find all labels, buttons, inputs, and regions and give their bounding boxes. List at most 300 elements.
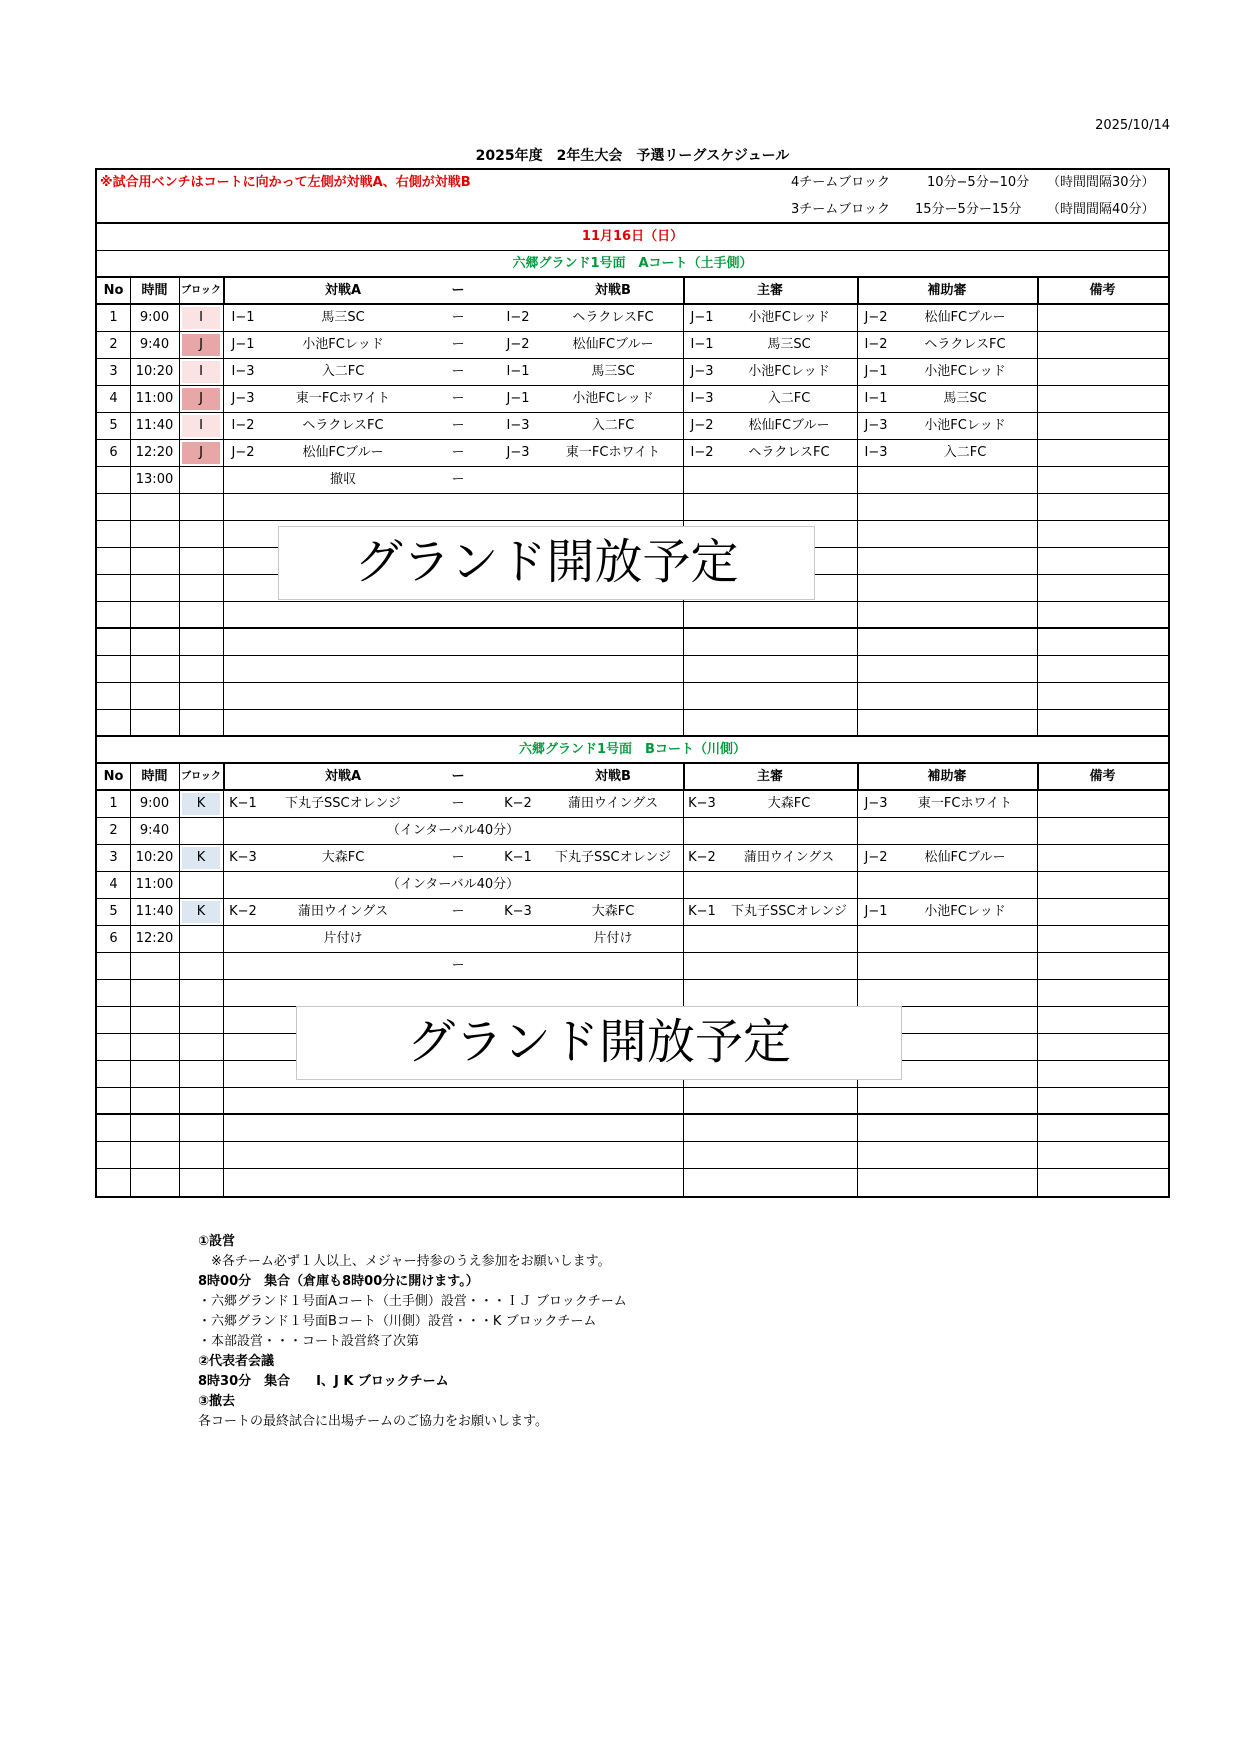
page-title: 2025年度 2年生大会 予選リーグスケジュール [475, 148, 790, 164]
header-team-b: 対戦B [595, 283, 631, 298]
column-divider [857, 980, 858, 1006]
table-row [97, 359, 1168, 386]
header-block: ブロック [181, 771, 221, 782]
referee-code: J−2 [690, 418, 714, 433]
column-divider [223, 764, 225, 789]
column-divider [130, 1034, 131, 1060]
empty-row [97, 1169, 1168, 1196]
referee-team: ヘラクレスFC [748, 445, 830, 460]
block-rule-label-3: 3チームブロック [791, 202, 891, 217]
header-assistant: 補助審 [927, 283, 967, 298]
team-b-code: I−1 [506, 364, 530, 379]
referee-code: I−2 [690, 445, 714, 460]
match-no: 1 [109, 310, 118, 325]
column-divider [179, 899, 180, 925]
block-badge: K [182, 847, 220, 869]
team-a-name: 蒲田ウイングス [297, 904, 389, 919]
column-divider [1037, 413, 1038, 439]
column-divider [1037, 548, 1038, 574]
header-assistant: 補助審 [927, 769, 967, 784]
cleanup-label-b: 片付け [593, 931, 633, 946]
column-divider [683, 467, 684, 493]
column-divider [857, 953, 858, 979]
closing-time: 13:00 [135, 472, 174, 487]
team-a-code: J−1 [231, 337, 255, 352]
table-row [97, 845, 1168, 872]
match-no: 3 [109, 364, 118, 379]
empty-row [97, 980, 1168, 1007]
empty-row [97, 953, 1168, 980]
column-divider [1037, 683, 1038, 709]
column-divider [179, 818, 180, 844]
column-divider [857, 629, 858, 655]
referee-code: I−3 [690, 391, 714, 406]
team-b-name: 下丸子SSCオレンジ [555, 850, 671, 865]
column-divider [857, 494, 858, 520]
versus-separator: ー [451, 472, 465, 487]
column-divider [179, 305, 180, 331]
column-divider [857, 1115, 858, 1141]
column-divider [179, 683, 180, 709]
match-day: 11月16日（日） [581, 229, 684, 244]
column-divider [857, 818, 858, 844]
block-badge: I [182, 307, 220, 329]
table-row [97, 413, 1168, 440]
note-line: ・本部設営・・・コート設営終了次第 [198, 1334, 420, 1349]
column-divider [223, 548, 224, 574]
note-line: 各コートの最終試合に出場チームのご協力をお願いします。 [198, 1414, 548, 1429]
column-divider [179, 980, 180, 1006]
header-team-a: 対戦A [324, 769, 362, 784]
column-divider [857, 1088, 858, 1113]
column-divider [223, 1142, 224, 1168]
column-divider [1037, 926, 1038, 952]
block-badge: I [182, 415, 220, 437]
column-divider [1037, 1061, 1038, 1087]
header-remarks: 備考 [1089, 769, 1116, 784]
column-divider [857, 467, 858, 493]
interval-label: （インターバル40分） [386, 823, 520, 838]
column-divider [683, 980, 684, 1006]
match-no: 3 [109, 850, 118, 865]
referee-team: 蒲田ウイングス [743, 850, 835, 865]
interval-row [97, 818, 1168, 845]
column-divider [130, 1007, 131, 1033]
block-rule-label-4: 4チームブロック [791, 175, 891, 190]
team-a-name: 松仙FCブルー [302, 445, 384, 460]
column-divider [179, 656, 180, 682]
column-divider [130, 1142, 131, 1168]
versus-separator: ー [451, 418, 465, 433]
header-team-a: 対戦A [324, 283, 362, 298]
column-divider [223, 521, 224, 547]
empty-row [97, 1088, 1168, 1115]
assistant-code: J−3 [864, 418, 888, 433]
block-rule-times-3: 15分ー5分ー15分 [915, 202, 1022, 217]
assistant-code: I−2 [864, 337, 888, 352]
column-divider [130, 953, 131, 979]
column-divider [683, 953, 684, 979]
assistant-team: 馬三SC [943, 391, 987, 406]
column-divider [179, 629, 180, 655]
column-divider [179, 845, 180, 871]
column-divider [1037, 710, 1038, 735]
match-no: 5 [109, 418, 118, 433]
column-divider [683, 602, 684, 627]
assistant-team: 小池FCレッド [924, 418, 1006, 433]
note-line: ・六郷グランド１号面Aコート（土手側）設営・・・ＩＪ ブロックチーム [198, 1294, 627, 1309]
column-divider [179, 926, 180, 952]
referee-team: 小池FCレッド [748, 310, 830, 325]
column-divider [1037, 440, 1038, 466]
column-divider [683, 872, 684, 898]
header-referee: 主審 [756, 283, 783, 298]
assistant-team: 入二FC [943, 445, 987, 460]
match-time: 9:40 [139, 337, 170, 352]
referee-code: J−3 [690, 364, 714, 379]
team-a-name: 大森FC [321, 850, 365, 865]
header-referee: 主審 [756, 769, 783, 784]
match-no: 4 [109, 391, 118, 406]
closing-label: 撤収 [329, 472, 356, 487]
court-a-ground-open-banner: グランド開放予定 [278, 526, 815, 600]
column-divider [683, 710, 684, 735]
column-divider [223, 710, 224, 735]
versus-separator: ー [451, 364, 465, 379]
column-divider [179, 1007, 180, 1033]
column-divider [179, 521, 180, 547]
column-divider [179, 602, 180, 627]
header-no: No [103, 283, 124, 298]
referee-team: 大森FC [767, 796, 811, 811]
column-divider [1037, 1169, 1038, 1196]
rule-row [97, 197, 1168, 224]
column-divider [683, 818, 684, 844]
column-divider [223, 494, 224, 520]
referee-team: 小池FCレッド [748, 364, 830, 379]
interval-label: （インターバル40分） [386, 877, 520, 892]
day-row [97, 224, 1168, 251]
column-divider [223, 926, 224, 952]
team-a-code: I−1 [231, 310, 255, 325]
match-no: 6 [109, 445, 118, 460]
block-badge: J [182, 388, 220, 410]
table-row [97, 440, 1168, 467]
column-divider [223, 467, 224, 493]
document-date: 2025/10/14 [1095, 118, 1170, 133]
assistant-code: J−1 [864, 904, 888, 919]
match-no: 4 [109, 877, 118, 892]
referee-code: K−1 [688, 904, 716, 919]
match-time: 10:20 [135, 364, 174, 379]
column-divider [179, 548, 180, 574]
referee-team: 松仙FCブルー [748, 418, 830, 433]
column-divider [130, 980, 131, 1006]
table-row [97, 386, 1168, 413]
team-b-code: K−3 [504, 904, 532, 919]
match-time: 9:00 [139, 310, 170, 325]
match-time: 12:20 [135, 445, 174, 460]
notice-row [97, 170, 1168, 197]
column-divider [1037, 791, 1038, 817]
block-badge: I [182, 361, 220, 383]
team-b-name: 馬三SC [591, 364, 635, 379]
column-divider [130, 710, 131, 735]
match-time: 9:00 [139, 796, 170, 811]
team-b-code: K−2 [504, 796, 532, 811]
team-a-name: 小池FCレッド [302, 337, 384, 352]
team-a-name: 東一FCホワイト [295, 391, 391, 406]
column-divider [223, 1034, 224, 1060]
column-divider [857, 683, 858, 709]
versus-separator: ー [451, 850, 465, 865]
team-a-code: I−2 [231, 418, 255, 433]
referee-team: 入二FC [767, 391, 811, 406]
column-divider [683, 629, 684, 655]
column-divider [1037, 359, 1038, 385]
column-divider [130, 1115, 131, 1141]
header-no: No [103, 769, 124, 784]
column-divider [1037, 629, 1038, 655]
column-divider [1037, 1115, 1038, 1141]
team-a-code: J−3 [231, 391, 255, 406]
note-line: ②代表者会議 [198, 1354, 275, 1369]
column-divider [1037, 386, 1038, 412]
team-a-code: K−2 [229, 904, 257, 919]
column-divider [179, 1115, 180, 1141]
match-no: 2 [109, 823, 118, 838]
team-b-code: I−3 [506, 418, 530, 433]
match-time: 9:40 [139, 823, 170, 838]
column-divider [683, 1142, 684, 1168]
column-divider [179, 386, 180, 412]
column-divider [179, 1169, 180, 1196]
column-divider [1037, 467, 1038, 493]
assistant-code: I−3 [864, 445, 888, 460]
team-b-code: K−1 [504, 850, 532, 865]
column-divider [1037, 1034, 1038, 1060]
team-a-name: 下丸子SSCオレンジ [285, 796, 401, 811]
column-divider [130, 494, 131, 520]
note-line: ①設営 [198, 1234, 236, 1249]
block-rule-interval-4: （時間間隔30分） [1047, 175, 1155, 190]
court-a-table [97, 278, 1168, 737]
court-a-title: 六郷グランド1号面 Aコート（土手側） [512, 256, 753, 271]
column-divider [223, 1007, 224, 1033]
column-divider [130, 1061, 131, 1087]
note-line: 8時00分 集合（倉庫も8時00分に開けます。） [198, 1274, 479, 1289]
column-divider [1037, 656, 1038, 682]
column-divider [223, 1169, 224, 1196]
column-divider [857, 656, 858, 682]
empty-row [97, 602, 1168, 629]
table-row [97, 305, 1168, 332]
court-a-title-row [97, 251, 1168, 278]
column-divider [130, 548, 131, 574]
column-divider [179, 1034, 180, 1060]
table-row [97, 332, 1168, 359]
column-divider [223, 1088, 224, 1113]
column-divider [223, 602, 224, 627]
assistant-team: ヘラクレスFC [924, 337, 1006, 352]
team-b-code: J−3 [506, 445, 530, 460]
empty-row [97, 629, 1168, 656]
team-b-code: I−2 [506, 310, 530, 325]
column-divider [130, 602, 131, 627]
column-divider [179, 710, 180, 735]
cleanup-row [97, 926, 1168, 953]
column-divider [179, 440, 180, 466]
column-divider [130, 1088, 131, 1113]
column-divider [857, 710, 858, 735]
match-no: 2 [109, 337, 118, 352]
header-block: ブロック [181, 285, 221, 296]
match-time: 11:00 [135, 877, 174, 892]
column-divider [1037, 521, 1038, 547]
empty-row [97, 494, 1168, 521]
column-divider [223, 656, 224, 682]
column-divider [223, 575, 224, 601]
column-divider [683, 926, 684, 952]
court-b-header-row [97, 764, 1168, 791]
referee-team: 下丸子SSCオレンジ [731, 904, 847, 919]
interval-row [97, 872, 1168, 899]
team-b-name: ヘラクレスFC [572, 310, 654, 325]
column-divider [683, 683, 684, 709]
column-divider [683, 656, 684, 682]
match-time: 10:20 [135, 850, 174, 865]
team-a-name: 入二FC [321, 364, 365, 379]
column-divider [179, 575, 180, 601]
court-b-title-row [97, 737, 1168, 764]
column-divider [1037, 575, 1038, 601]
referee-code: I−1 [690, 337, 714, 352]
note-line: 8時30分 集合 I、J K ブロックチーム [198, 1374, 449, 1389]
column-divider [179, 953, 180, 979]
column-divider [179, 1142, 180, 1168]
court-b-title: 六郷グランド1号面 Bコート（川側） [519, 742, 746, 757]
column-divider [1037, 332, 1038, 358]
versus-separator: ー [451, 796, 465, 811]
match-time: 11:40 [135, 418, 174, 433]
column-divider [223, 1115, 224, 1141]
team-a-code: I−3 [231, 364, 255, 379]
closing-row [97, 467, 1168, 494]
match-time: 12:20 [135, 931, 174, 946]
column-divider [857, 1169, 858, 1196]
team-b-name: 入二FC [591, 418, 635, 433]
column-divider [130, 683, 131, 709]
column-divider [130, 1169, 131, 1196]
team-b-code: J−2 [506, 337, 530, 352]
column-divider [223, 278, 225, 303]
court-a-header-row [97, 278, 1168, 305]
block-rule-times-4: 10分−5分−10分 [927, 175, 1030, 190]
column-divider [1037, 494, 1038, 520]
versus-separator: ー [451, 391, 465, 406]
empty-row [97, 1142, 1168, 1169]
column-divider [683, 1115, 684, 1141]
column-divider [130, 575, 131, 601]
column-divider [179, 791, 180, 817]
column-divider [130, 629, 131, 655]
team-b-name: 松仙FCブルー [572, 337, 654, 352]
column-divider [683, 1088, 684, 1113]
bench-notice: ※試合用ベンチはコートに向かって左側が対戦A、右側が対戦B [100, 175, 471, 190]
column-divider [179, 359, 180, 385]
team-b-name: 蒲田ウイングス [567, 796, 659, 811]
column-divider [1037, 953, 1038, 979]
note-line: ・六郷グランド１号面Bコート（川側）設営・・・K ブロックチーム [198, 1314, 597, 1329]
table-row [97, 791, 1168, 818]
block-badge: K [182, 901, 220, 923]
block-rule-interval-3: （時間間隔40分） [1047, 202, 1155, 217]
assistant-code: I−1 [864, 391, 888, 406]
versus-separator: ー [451, 310, 465, 325]
column-divider [179, 467, 180, 493]
team-a-name: 馬三SC [321, 310, 365, 325]
referee-code: K−2 [688, 850, 716, 865]
note-line: ③撤去 [198, 1394, 236, 1409]
column-divider [179, 332, 180, 358]
empty-row [97, 656, 1168, 683]
column-divider [130, 656, 131, 682]
note-line: ※各チーム必ず１人以上、メジャー持参のうえ参加をお願いします。 [198, 1254, 611, 1269]
versus-separator: ー [451, 337, 465, 352]
column-divider [179, 1061, 180, 1087]
column-divider [179, 413, 180, 439]
assistant-team: 小池FCレッド [924, 904, 1006, 919]
column-divider [1037, 1007, 1038, 1033]
match-no: 1 [109, 796, 118, 811]
match-time: 11:00 [135, 391, 174, 406]
versus-separator: ー [451, 445, 465, 460]
column-divider [1037, 980, 1038, 1006]
column-divider [1037, 602, 1038, 627]
column-divider [1037, 1142, 1038, 1168]
assistant-code: J−3 [864, 796, 888, 811]
column-divider [857, 548, 858, 574]
header-remarks: 備考 [1089, 283, 1116, 298]
column-divider [857, 1142, 858, 1168]
column-divider [223, 629, 224, 655]
empty-row [97, 1115, 1168, 1142]
setup-notes [198, 1232, 1098, 1432]
team-b-name: 東一FCホワイト [565, 445, 661, 460]
column-divider [857, 575, 858, 601]
column-divider [1037, 305, 1038, 331]
court-b-ground-open-banner: グランド開放予定 [296, 1006, 902, 1080]
column-divider [1037, 1088, 1038, 1113]
column-divider [130, 521, 131, 547]
assistant-team: 東一FCホワイト [917, 796, 1013, 811]
assistant-team: 松仙FCブルー [924, 850, 1006, 865]
column-divider [857, 602, 858, 627]
team-b-code: J−1 [506, 391, 530, 406]
column-divider [179, 494, 180, 520]
header-time: 時間 [141, 769, 168, 784]
column-divider [857, 521, 858, 547]
block-badge: J [182, 442, 220, 464]
team-b-name: 大森FC [591, 904, 635, 919]
referee-code: K−3 [688, 796, 716, 811]
team-a-code: K−3 [229, 850, 257, 865]
empty-row [97, 683, 1168, 710]
cleanup-label-a: 片付け [323, 931, 363, 946]
column-divider [223, 980, 224, 1006]
table-row [97, 899, 1168, 926]
column-divider [683, 494, 684, 520]
